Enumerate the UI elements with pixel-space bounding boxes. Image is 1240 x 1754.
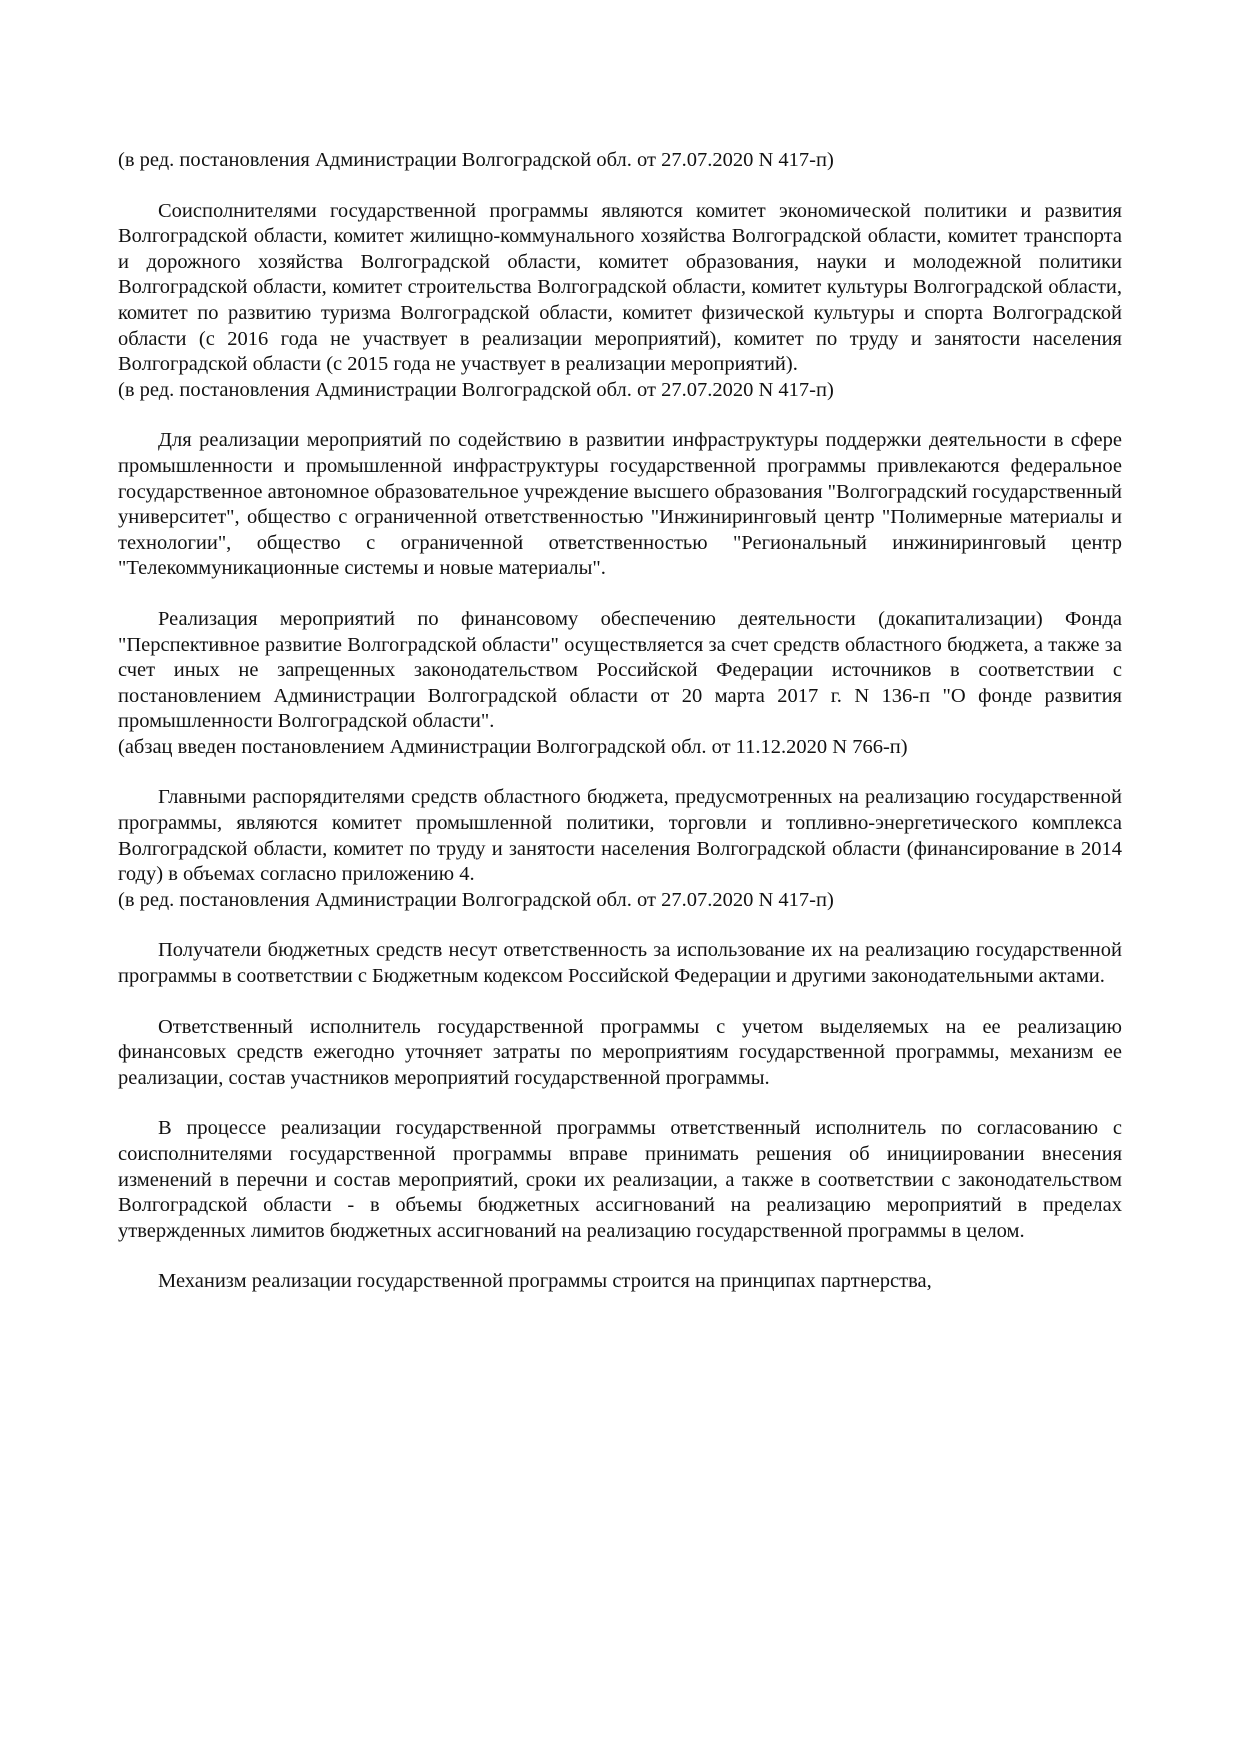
- paragraph-changes-process: В процессе реализации государственной программы ответственный исполнитель по согласованию с соисполнителями государственной программы вправе принимать решения об инициировании внесения изменений в перечни и состав мероприятий, сроки их реализации, а также в соответствии с законодательством Волгоградской области - в объемы бюджетных ассигнований на реализацию мероприятий в пределах утвержденных лимитов бюджетных ассигнований на реализацию государственной программы в целом.: [118, 1117, 1122, 1242]
- paragraph-mechanism: Механизм реализации государственной программы строится на принципах партнерства,: [158, 1270, 932, 1293]
- paragraph-budget-managers: Главными распорядителями средств областного бюджета, предусмотренных на реализацию государственной программы, являются комитет промышленной политики, торговли и топливно-энергетического комплекса Волгоградской области, комитет по труду и занятости населения Волгоградской области (финансирование в 2014 году) в объемах согласно приложению 4.: [118, 786, 1122, 886]
- amendment-note: (в ред. постановления Администрации Волгоградской обл. от 27.07.2020 N 417-п): [118, 378, 834, 401]
- amendment-note: (абзац введен постановлением Администрации Волгоградской обл. от 11.12.2020 N 766-п): [118, 735, 908, 758]
- paragraph-infrastructure: Для реализации мероприятий по содействию в развитии инфраструктуры поддержки деятельности в сфере промышленности и промышленной инфраструктуры государственной программы привлекаются федеральное государственное автономное образовательное учреждение высшего образования "Волгоградский государственный университет", общество с ограниченной ответственностью "Инжиниринговый центр "Полимерные материалы и технологии", общество с ограниченной ответственностью "Региональный инжиниринговый центр "Телекоммуникационные системы и новые материалы".: [118, 429, 1122, 580]
- document-page: [118, 148, 1122, 1295]
- paragraph-fund-financing: Реализация мероприятий по финансовому обеспечению деятельности (докапитализации) Фонда "Перспективное развитие Волгоградской области" осуществляется за счет средств областного бюджета, а также за счет иных не запрещенных законодательством Российской Федерации источников в соответствии с постановлением Администрации Волгоградской области от 20 марта 2017 г. N 136-п "О фонде развития промышленности Волгоградской области".: [118, 607, 1122, 733]
- amendment-note: (в ред. постановления Администрации Волгоградской обл. от 27.07.2020 N 417-п): [118, 149, 834, 171]
- paragraph-co-executors: Соисполнителями государственной программы являются комитет экономической политики и развития Волгоградской области, комитет жилищно-коммунального хозяйства Волгоградской области, комитет транспорта и дорожного хозяйства Волгоградской области, комитет образования, науки и молодежной политики Волгоградской области, комитет строительства Волгоградской области, комитет культуры Волгоградской области, комитет по развитию туризма Волгоградской области, комитет физической культуры и спорта Волгоградской области (с 2016 года не участвует в реализации мероприятий), комитет по труду и занятости населения Волгоградской области (с 2015 года не участвует в реализации мероприятий).: [118, 199, 1122, 376]
- paragraph-recipients: Получатели бюджетных средств несут ответственность за использование их на реализацию государственной программы в соответствии с Бюджетным кодексом Российской Федерации и другими законодательными актами.: [118, 939, 1122, 988]
- amendment-note: (в ред. постановления Администрации Волгоградской обл. от 27.07.2020 N 417-п): [118, 888, 834, 911]
- paragraph-responsible-executor: Ответственный исполнитель государственной программы с учетом выделяемых на ее реализацию финансовых средств ежегодно уточняет затраты по мероприятиям государственной программы, механизм ее реализации, состав участников мероприятий государственной программы.: [118, 1015, 1122, 1089]
